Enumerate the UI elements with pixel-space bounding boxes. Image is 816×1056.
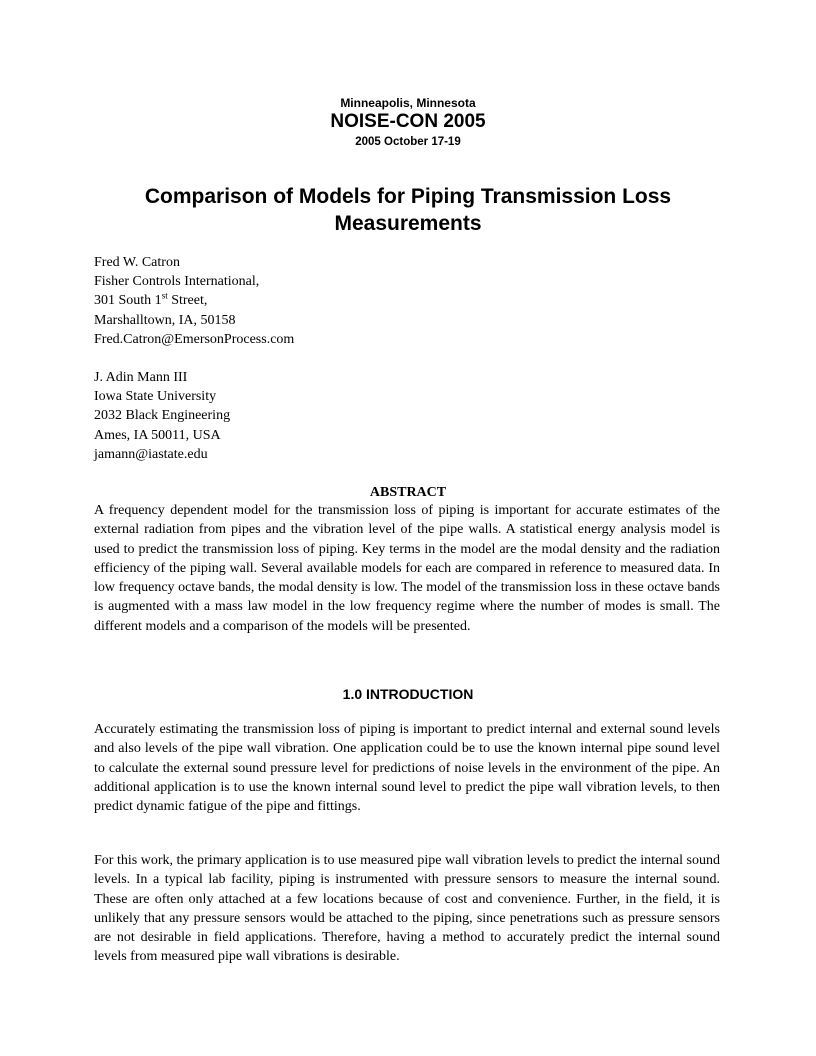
section-heading-introduction: 1.0 INTRODUCTION xyxy=(342,686,474,702)
author-email: jamann@iastate.edu xyxy=(94,446,208,462)
abstract-text: A frequency dependent model for the transmission loss of piping is important for accurate estimates of the external radiation from pipes and the vibration level of the pipe walls. A statistical energy analysis model is used to predict the transmission loss of piping. Key terms in the model are the modal density and the radiation efficiency of the piping wall. Several available models for each are compared in reference to measured data. In low frequency octave bands, the modal density is low. The model of the transmission loss in these octave bands is augmented with a mass law model in the low frequency regime where the number of modes is small. The different models and a comparison of the models will be presented. xyxy=(94,503,720,634)
author-address-suffix: Street, xyxy=(167,293,208,309)
author-address xyxy=(94,291,294,310)
author-city: Marshalltown, IA, 50158 xyxy=(94,312,236,328)
author-name: J. Adin Mann III xyxy=(94,370,188,386)
introduction-paragraph-2: For this work, the primary application is to use measured pipe wall vibration levels to predict the internal sound levels. In a typical lab facility, piping is instrumented with pressure sensors to measure the internal sound. These are often only attached at a few locations because of cost and convenience. Further, in the field, it is unlikely that any pressure sensors would be attached to the piping, since penetrations such as pressure sensors are not desirable in field applications. Therefore, having a method to accurately predict the internal sound levels from measured pipe wall vibrations is desirable. xyxy=(94,853,720,965)
author-address-superscript: st xyxy=(161,290,168,301)
author-email: Fred.Catron@EmersonProcess.com xyxy=(94,331,295,347)
author-2 xyxy=(94,368,294,464)
author-affiliation: Iowa State University xyxy=(94,389,217,405)
abstract-heading: ABSTRACT xyxy=(369,485,447,500)
conference-location: Minneapolis, Minnesota xyxy=(340,96,476,110)
paper-title: Comparison of Models for Piping Transmission Loss Measurements xyxy=(144,185,672,235)
conference-name: NOISE-CON 2005 xyxy=(330,111,486,132)
conference-dates: 2005 October 17-19 xyxy=(355,136,461,148)
author-1 xyxy=(94,253,294,349)
author-city: Ames, IA 50011, USA xyxy=(94,427,221,443)
author-address-prefix: 301 South 1 xyxy=(94,293,162,309)
author-list xyxy=(94,253,294,464)
introduction-paragraph-1: Accurately estimating the transmission loss of piping is important to predict internal and external sound levels and also levels of the pipe wall vibration. One application could be to use the known internal pipe sound level to calculate the external sound pressure level for predictions of noise levels in the environment of the pipe. An additional application is to use the known internal sound level to predict the pipe wall vibration levels, to then predict dynamic fatigue of the pipe and fittings. xyxy=(94,722,720,815)
author-name: Fred W. Catron xyxy=(94,255,180,270)
author-affiliation: Fisher Controls International, xyxy=(94,274,260,290)
author-address: 2032 Black Engineering xyxy=(94,408,231,424)
